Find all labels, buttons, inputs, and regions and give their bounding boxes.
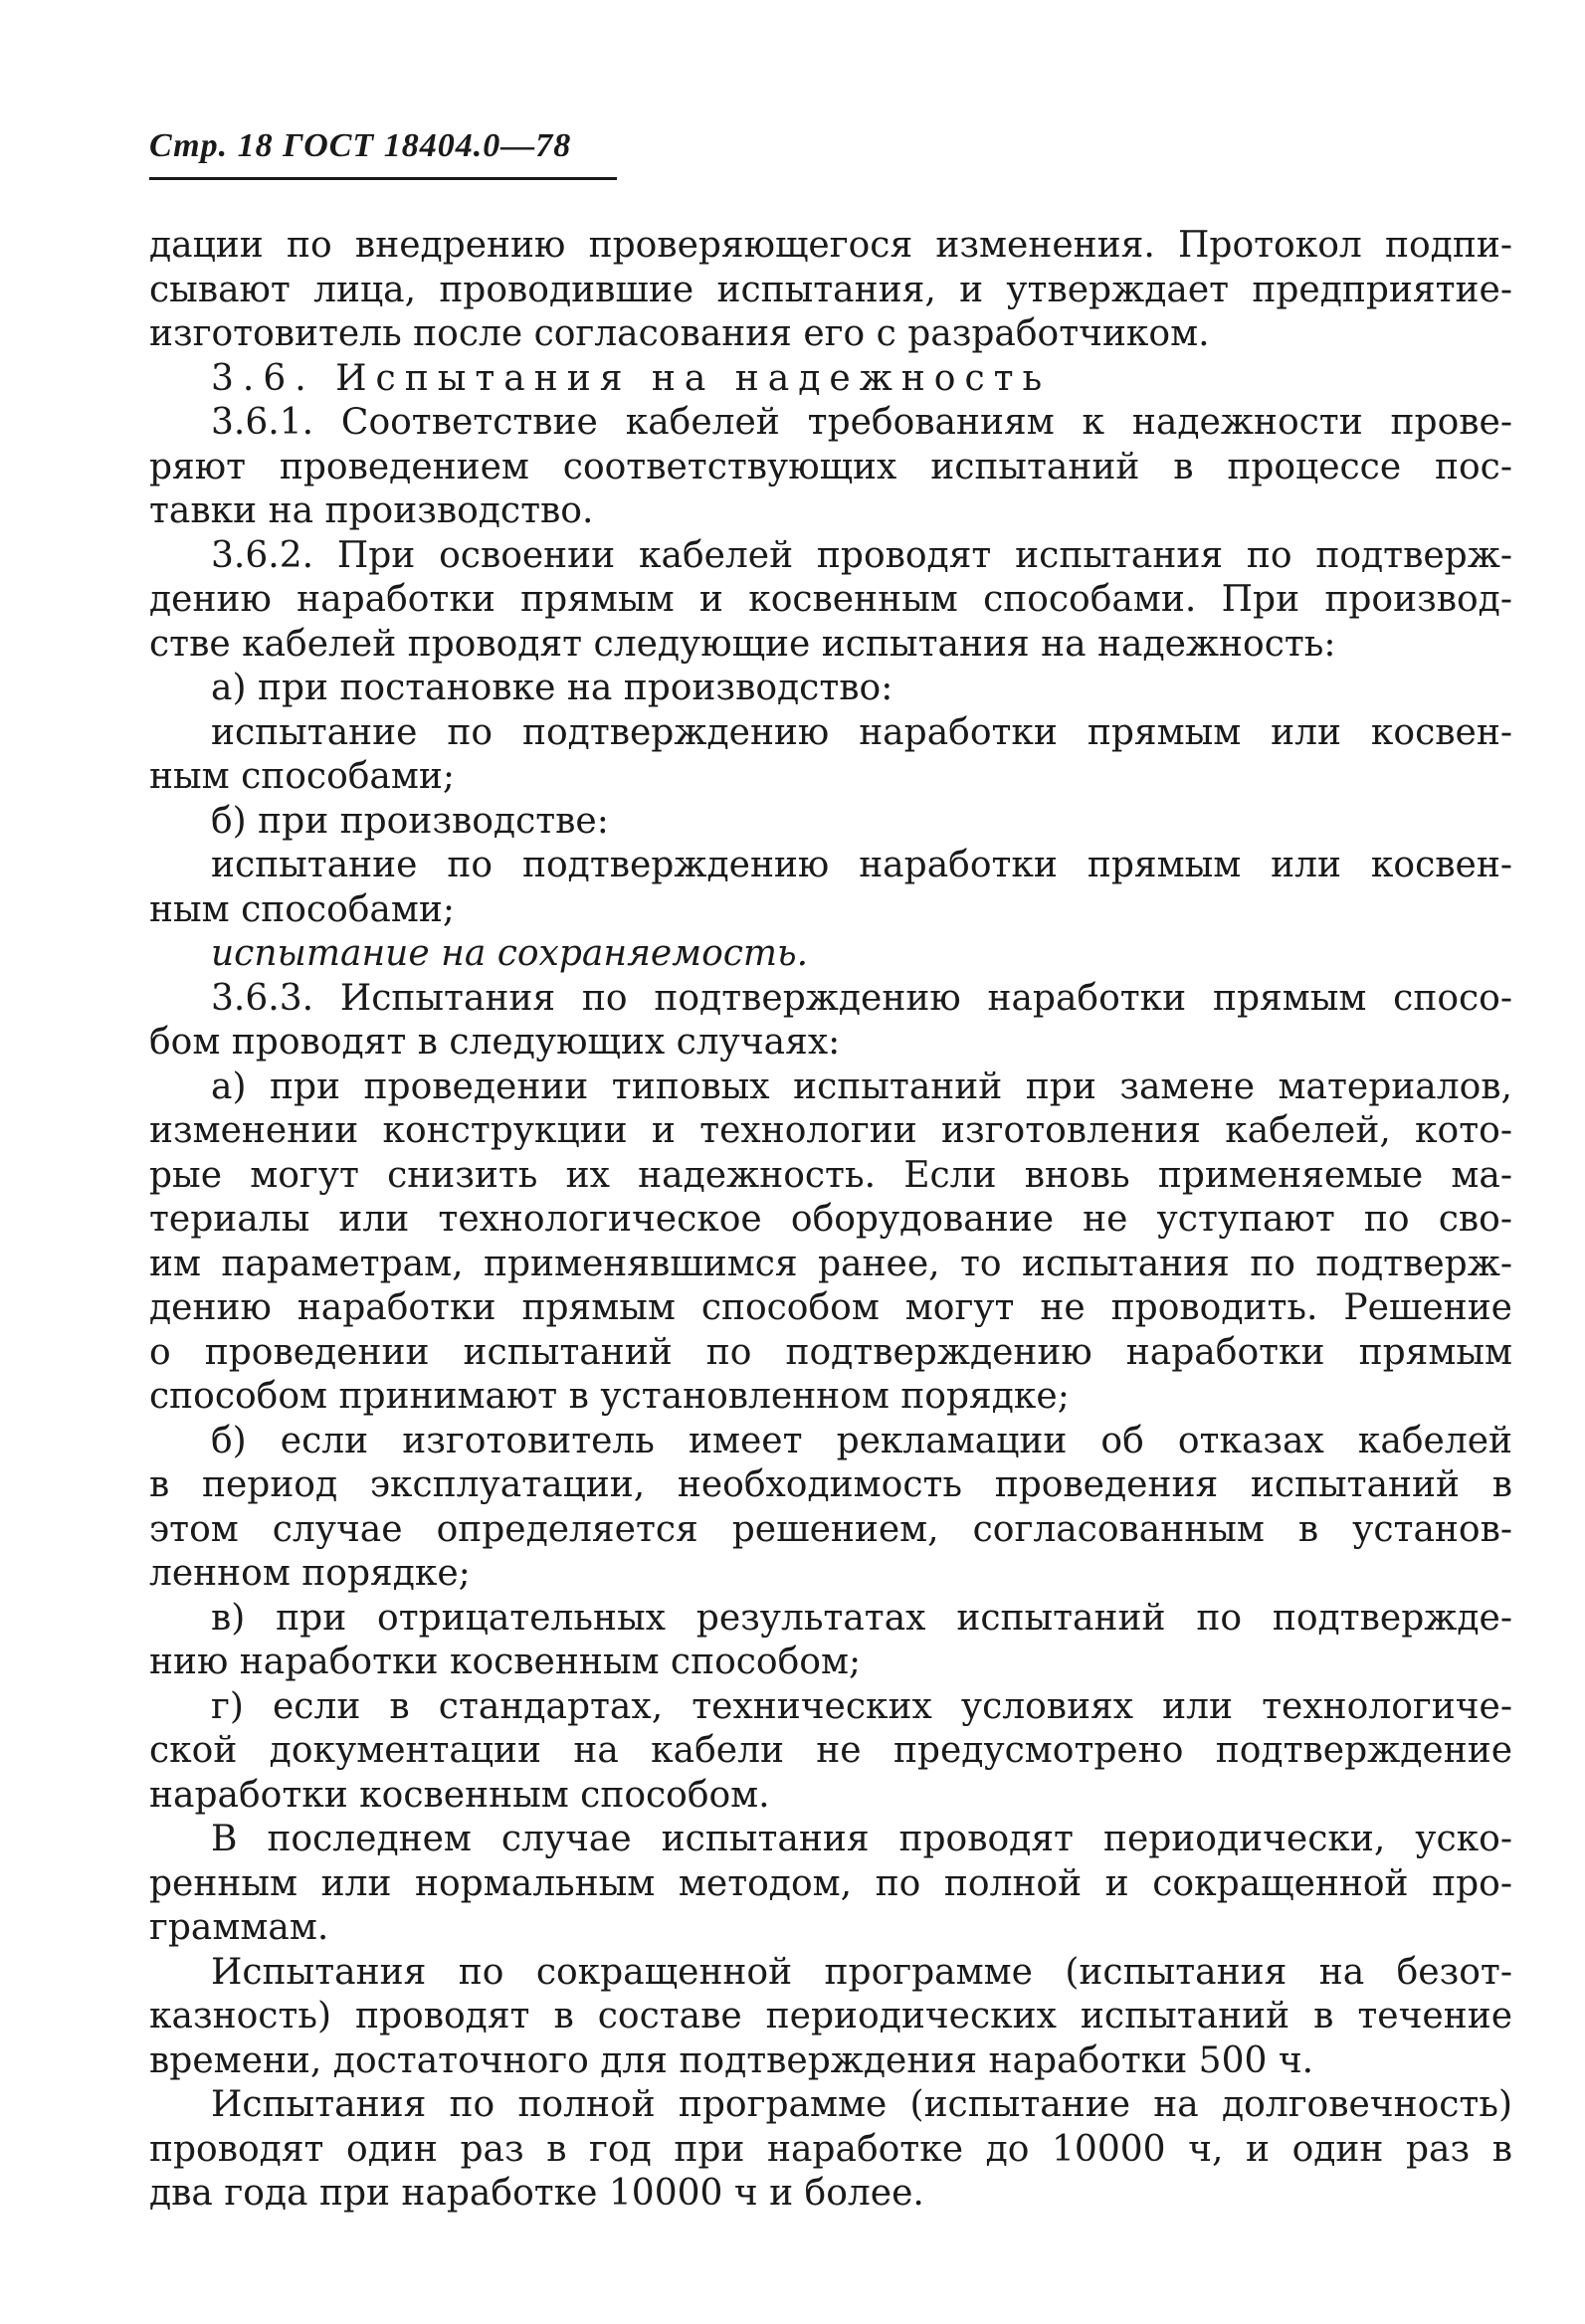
text-line: 3.6.3. Испытания по подтверждению наработки прямым спосо-	[211, 977, 1512, 1019]
text-line: проводят один раз в год при наработке до 10000 ч, и один раз в	[149, 2128, 1512, 2170]
text-line: ленном порядке;	[149, 1553, 471, 1594]
text-line: Испытания по сокращенной программе (испытания на безот-	[211, 1951, 1512, 1993]
text-line: ренным или нормальным методом, по полной и сокращенной про-	[149, 1862, 1512, 1904]
text-line: казность) проводят в составе периодических испытаний в течение	[149, 1996, 1512, 2036]
text-line: в) при отрицательных результатах испытаний по подтвержде-	[211, 1597, 1512, 1639]
text-line: ряют проведением соответствующих испытаний в процессе пос-	[149, 446, 1512, 487]
text-line: испытание по подтверждению наработки прямым или косвен-	[211, 711, 1512, 753]
text-line: а) при проведении типовых испытаний при замене материалов,	[211, 1065, 1512, 1107]
text-line: бом проводят в следующих случаях:	[149, 1022, 841, 1063]
text-line: способом принимают в установленном порядке;	[149, 1376, 1070, 1417]
section-heading: 3.6. Испытания на надежность	[211, 357, 1052, 399]
text-line: дению наработки прямым и косвенным способами. При производ-	[149, 579, 1512, 620]
text-line: Испытания по полной программе (испытание на долговечность)	[211, 2084, 1512, 2125]
text-line: ным способами;	[149, 888, 456, 930]
text-line: изготовитель после согласования его с разработчиком.	[149, 313, 1210, 354]
text-line: испытание по подтверждению наработки прямым или косвен-	[211, 845, 1512, 885]
text-line: им параметрам, применявшимся ранее, то испытания по подтверж-	[149, 1243, 1512, 1284]
text-line: о проведении испытаний по подтверждению наработки прямым	[149, 1331, 1512, 1373]
page-header: Стр. 18 ГОСТ 18404.0—78	[149, 127, 617, 180]
text-line: граммам.	[149, 1907, 329, 1948]
text-line: б) при производстве:	[211, 800, 609, 842]
text-line: рые могут снизить их надежность. Если вновь применяемые ма-	[149, 1154, 1512, 1196]
text-line: ской документации на кабели не предусмотрено подтверждение	[149, 1730, 1512, 1771]
text-line: 3.6.1. Соответствие кабелей требованиям к надежности прове-	[211, 402, 1512, 443]
text-line: б) если изготовитель имеет рекламации об отказах кабелей	[211, 1420, 1512, 1461]
text-line: в период эксплуатации, необходимость проведения испытаний в	[149, 1464, 1512, 1505]
text-line: времени, достаточного для подтверждения наработки 500 ч.	[149, 2039, 1314, 2081]
text-line: сывают лица, проводившие испытания, и утверждает предприятие-	[149, 269, 1512, 310]
text-line: В последнем случае испытания проводят периодически, уско-	[211, 1819, 1512, 1859]
document-page	[149, 127, 1512, 2217]
text-line: этом случае определяется решением, согласованным в установ-	[149, 1508, 1512, 1550]
text-line: два года при наработке 10000 ч и более.	[149, 2173, 924, 2214]
text-line: териалы или технологическое оборудование не уступают по сво-	[149, 1199, 1512, 1240]
text-line: 3.6.2. При освоении кабелей проводят испытания по подтверж-	[211, 534, 1512, 576]
text-line: тавки на производство.	[149, 490, 594, 531]
text-line: нию наработки косвенным способом;	[149, 1642, 862, 1682]
text-line: дации по внедрению проверяющегося изменения. Протокол подпи-	[149, 225, 1512, 266]
text-line: дению наработки прямым способом могут не проводить. Решение	[149, 1287, 1512, 1328]
text-line: изменении конструкции и технологии изготовления кабелей, кото-	[149, 1110, 1512, 1151]
text-line: г) если в стандартах, технических условиях или технологиче-	[211, 1685, 1512, 1727]
text-line: наработки косвенным способом.	[149, 1774, 770, 1816]
text-line: стве кабелей проводят следующие испытания на надежность:	[149, 623, 1336, 665]
document-body	[149, 224, 1512, 2217]
text-line: а) при постановке на производство:	[211, 668, 893, 708]
text-line: ным способами;	[149, 756, 456, 797]
text-line: испытание на сохраняемость.	[211, 933, 809, 974]
